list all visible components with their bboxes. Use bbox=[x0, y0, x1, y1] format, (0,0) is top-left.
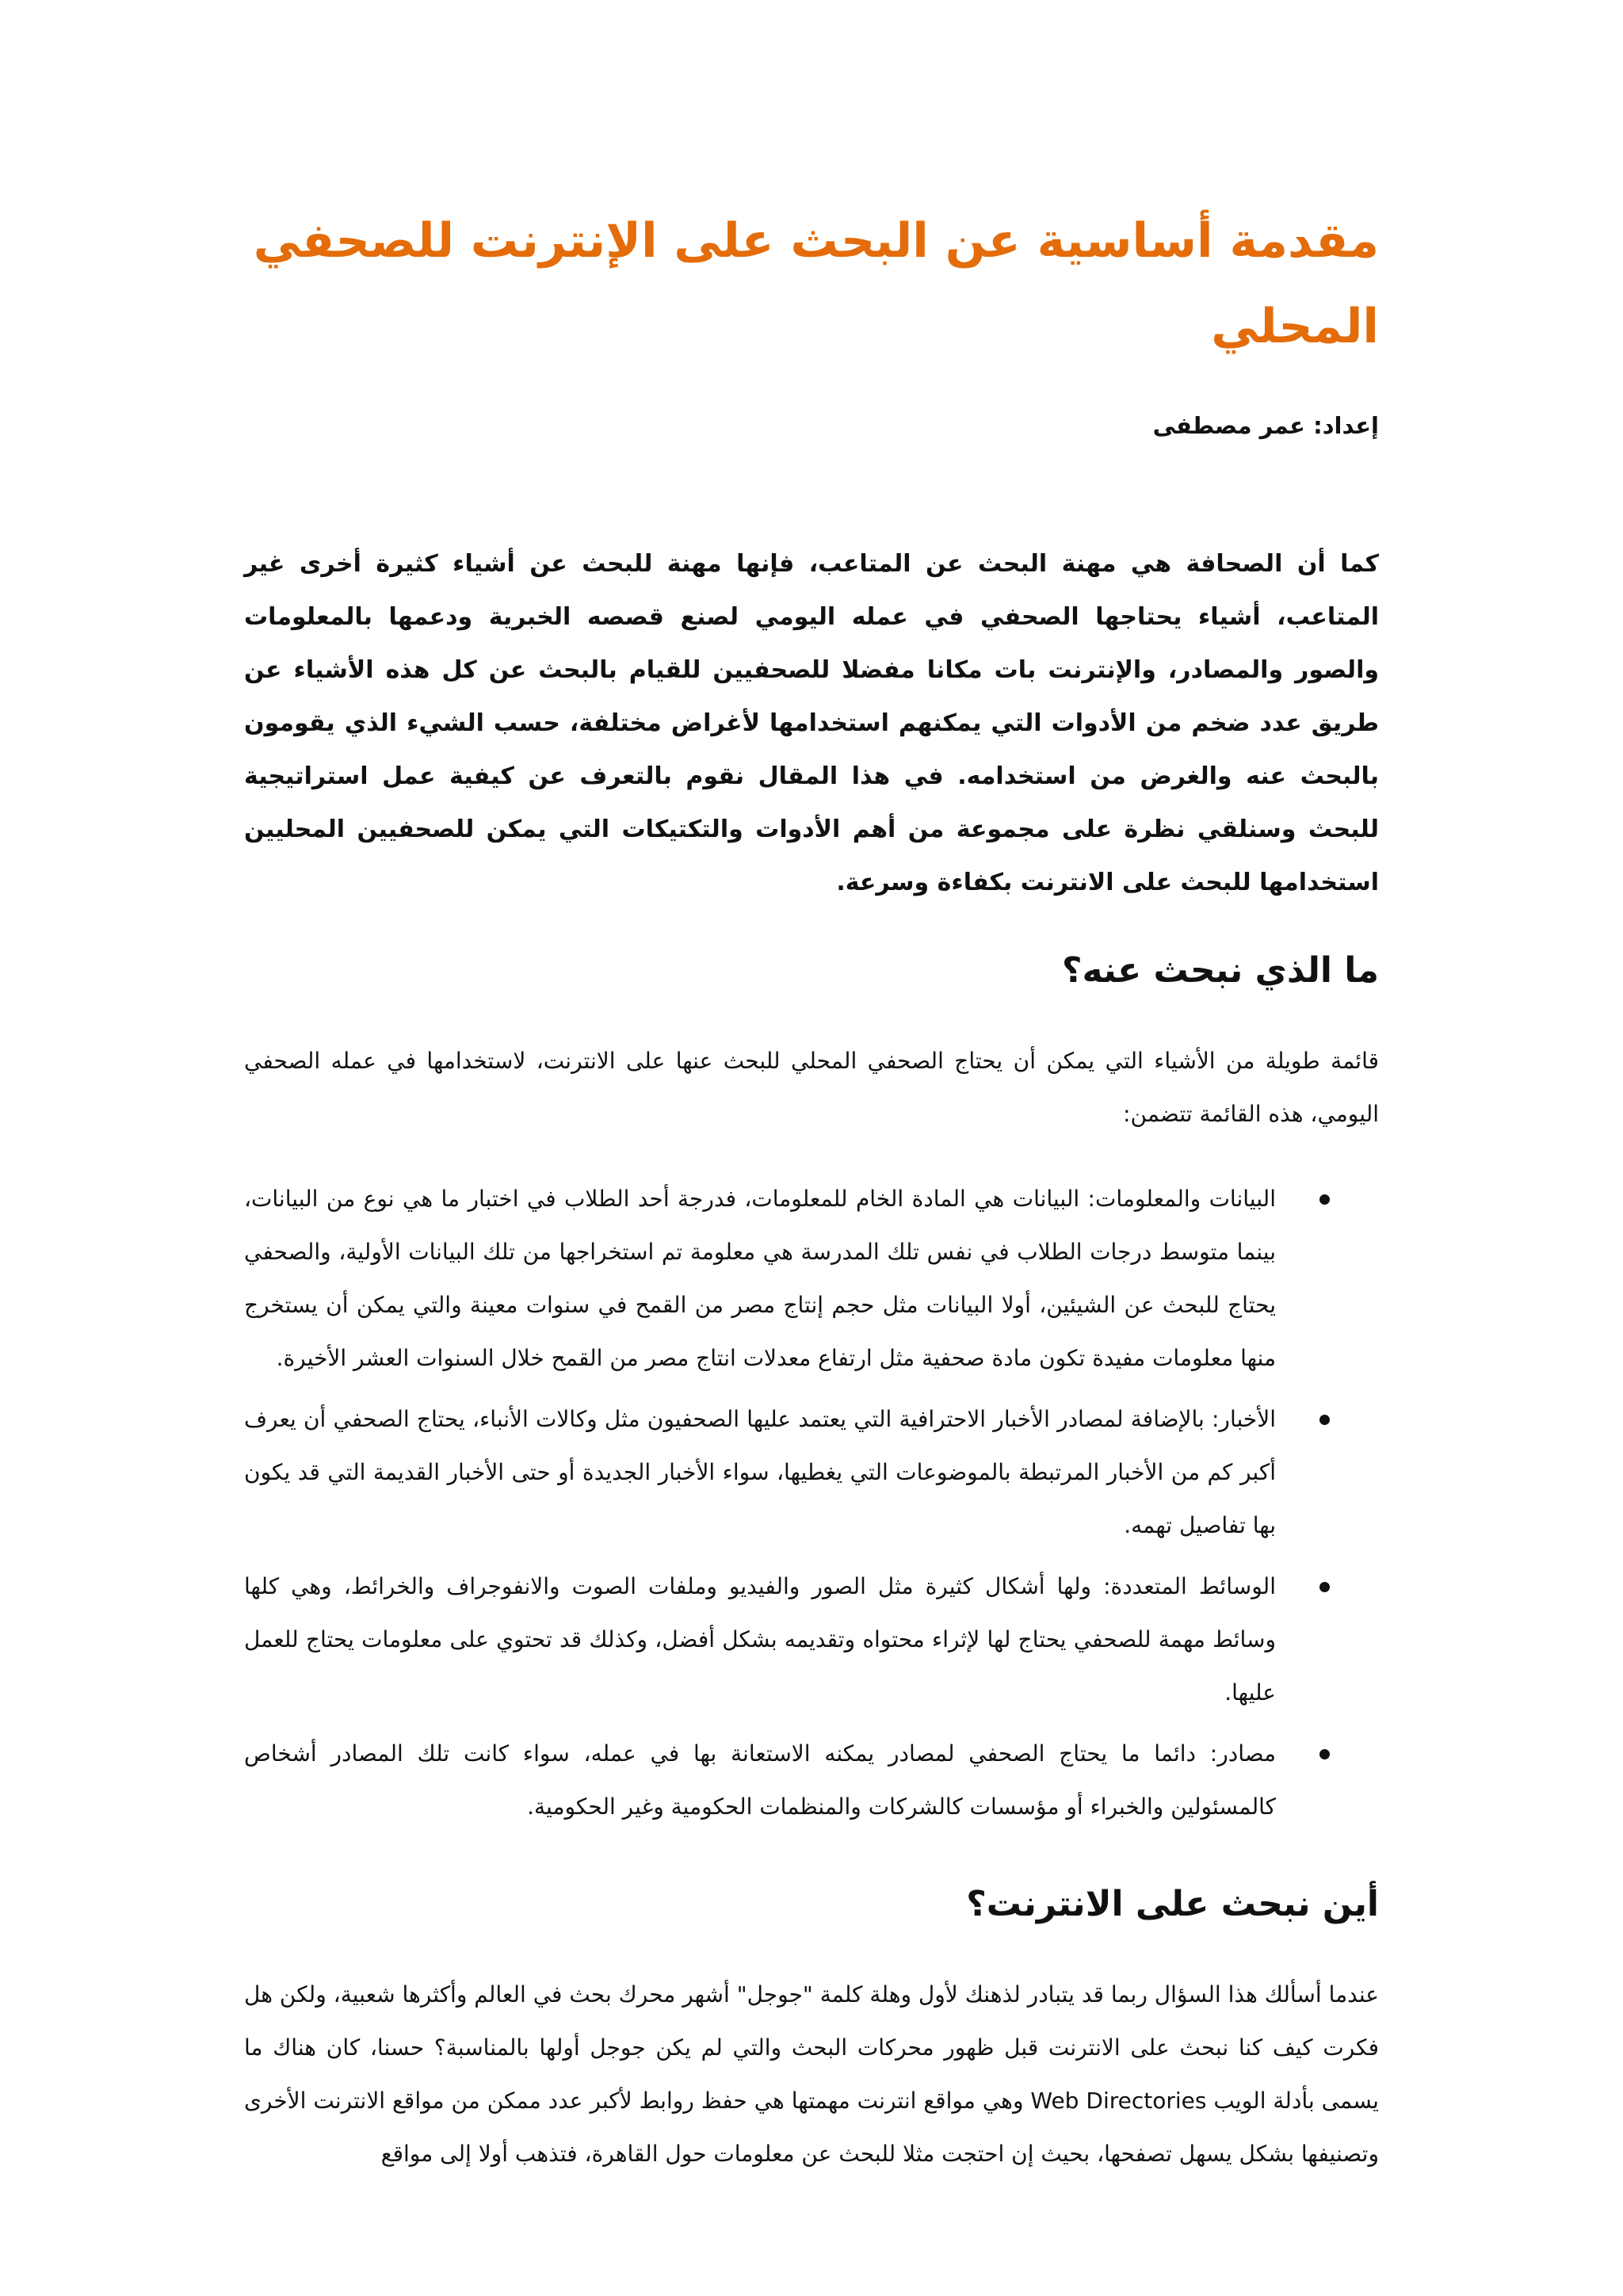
intro-paragraph: كما أن الصحافة هي مهنة البحث عن المتاعب، فإنها مهنة للبحث عن أشياء كثيرة أخرى غير المتاعب، أشياء يحتاجها الصحفي في عمله اليومي لصنع قصصه الخبرية ودعمها بالمعلومات والصور والمصادر، والإنترنت بات مكانا مفضلا للصحفيين للقيام بالبحث عن كل هذه الأشياء عن طريق عدد ضخم من الأدوات التي يمكنهم استخدامها لأغراض مختلفة، حسب الشيء الذي يقومون بالبحث عنه والغرض من استخدامه. في هذا المقال نقوم بالتعرف عن كيفية عمل استراتيجية للبحث وسنلقي نظرة على مجموعة من أهم الأدوات والتكتيكات التي يمكن للصحفيين المحليين استخدامها للبحث على الانترنت بكفاءة وسرعة. bbox=[244, 550, 1379, 896]
document-body bbox=[244, 198, 1379, 2180]
bullet-list bbox=[244, 1172, 1379, 1833]
list-item bbox=[244, 1560, 1379, 1719]
section-paragraph-what: قائمة طويلة من الأشياء التي يمكن أن يحتاج الصحفي المحلي للبحث عنها على الانترنت، لاستخدامها في عمله الصحفي اليومي، هذه القائمة تتضمن: bbox=[244, 1048, 1379, 1127]
list-item-text: الأخبار: بالإضافة لمصادر الأخبار الاحترافية التي يعتمد عليها الصحفيون مثل وكالات الأنباء، يحتاج الصحفي أن يعرف أكبر كم من الأخبار المرتبطة بالموضوعات التي يغطيها، سواء الأخبار الجديدة أو حتى الأخبار القديمة التي قد يكون بها تفاصيل تهمه. bbox=[244, 1406, 1276, 1538]
section-paragraph-where: عندما أسألك هذا السؤال ربما قد يتبادر لذهنك لأول وهلة كلمة "جوجل" أشهر محرك بحث في العالم وأكثرها شعبية، ولكن هل فكرت كيف كنا نبحث على الانترنت قبل ظهور محركات البحث والتي لم يكن جوجل أولها بالمناسبة؟ حسنا، كان هناك ما يسمى بأدلة الويب Web Directories وهي مواقع انترنت مهمتها هي حفظ روابط لأكبر عدد ممكن من مواقع الانترنت الأخرى وتصنيفها بشكل يسهل تصفحها، بحيث إن احتجت مثلا للبحث عن معلومات حول القاهرة، فتذهب أولا إلى مواقع bbox=[244, 1981, 1379, 2167]
section-heading-where: أين نبحث على الانترنت؟ bbox=[966, 1884, 1379, 1924]
section-heading-what: ما الذي نبحث عنه؟ bbox=[1061, 950, 1379, 991]
list-item bbox=[244, 1392, 1379, 1552]
bullet-icon bbox=[1319, 1415, 1330, 1425]
list-item-text: البيانات والمعلومات: البيانات هي المادة الخام للمعلومات، فدرجة أحد الطلاب في اختبار ما هي نوع من البيانات، بينما متوسط درجات الطلاب في نفس تلك المدرسة هي معلومة تم استخراجها من تلك البيانات الأولية، والصحفي يحتاج للبحث عن الشيئين، أولا البيانات مثل حجم إنتاج مصر من القمح في سنوات معينة والتي يمكن أن يستخرج منها معلومات مفيدة تكون مادة صحفية مثل ارتفاع معدلات انتاج مصر من القمح خلال السنوات العشر الأخيرة. bbox=[244, 1186, 1276, 1371]
list-item bbox=[244, 1172, 1379, 1385]
list-item-text: مصادر: دائما ما يحتاج الصحفي لمصادر يمكنه الاستعانة بها في عمله، سواء كانت تلك المصادر أشخاص كالمسئولين والخبراء أو مؤسسات كالشركات والمنظمات الحكومية وغير الحكومية. bbox=[244, 1740, 1276, 1820]
list-item bbox=[244, 1727, 1379, 1833]
list-item-text: الوسائط المتعددة: ولها أشكال كثيرة مثل الصور والفيديو وملفات الصوت والانفوجراف والخرائط، وهي كلها وسائط مهمة للصحفي يحتاج لها لإثراء محتواه وتقديمه بشكل أفضل، وكذلك قد تحتوي على معلومات يحتاج للعمل عليها. bbox=[244, 1573, 1276, 1706]
document-title: مقدمة أساسية عن البحث على الإنترنت للصحفي المحلي bbox=[253, 213, 1379, 354]
author-line: إعداد: عمر مصطفى bbox=[1152, 412, 1379, 439]
bullet-icon bbox=[1319, 1749, 1330, 1759]
bullet-icon bbox=[1319, 1582, 1330, 1592]
bullet-icon bbox=[1319, 1194, 1330, 1205]
